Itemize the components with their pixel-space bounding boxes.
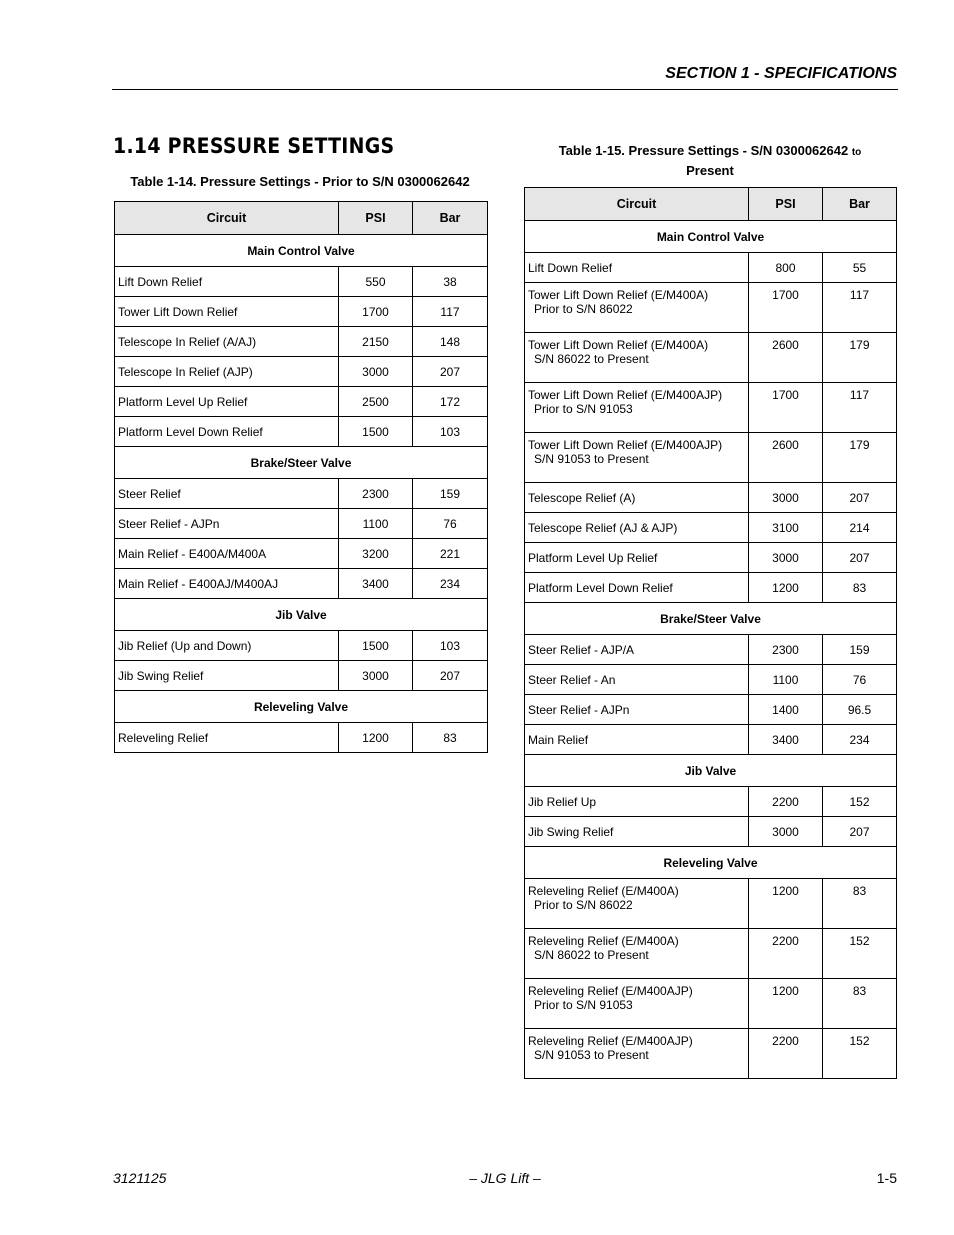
- bar-cell: 38: [413, 267, 488, 297]
- psi-cell: 3200: [339, 539, 413, 569]
- group-row: [115, 447, 488, 479]
- bar-cell: 207: [823, 817, 897, 847]
- psi-cell: 1500: [339, 417, 413, 447]
- circuit-name: Lift Down Relief: [528, 260, 613, 275]
- table-row: [525, 725, 897, 755]
- table-row: [525, 929, 897, 979]
- psi-cell: 1200: [749, 573, 823, 603]
- bar-cell: 83: [823, 879, 897, 929]
- circuit-serial-range: Prior to S/N 86022: [534, 302, 633, 316]
- circuit-name: Platform Level Up Relief: [118, 394, 248, 409]
- table-row: [115, 631, 488, 661]
- circuit-name: Tower Lift Down Relief (E/M400A): [528, 338, 709, 352]
- circuit-name: Platform Level Down Relief: [528, 580, 673, 595]
- circuit-name: Telescope Relief (AJ & AJP): [528, 520, 678, 535]
- circuit-serial-range: S/N 86022 to Present: [534, 352, 649, 366]
- table-1-14-caption: Table 1-14. Pressure Settings - Prior to S/N 0300062642: [130, 174, 470, 189]
- table-row: [115, 417, 488, 447]
- group-heading: Brake/Steer Valve: [525, 603, 897, 635]
- circuit-cell: [115, 569, 339, 599]
- table-row: [115, 539, 488, 569]
- circuit-cell: [525, 333, 749, 383]
- table-row: [525, 979, 897, 1029]
- circuit-serial-range: Prior to S/N 91053: [534, 402, 633, 416]
- table-row: [525, 573, 897, 603]
- circuit-name: Telescope In Relief (A/AJ): [118, 334, 257, 349]
- bar-cell: 76: [413, 509, 488, 539]
- group-heading: Main Control Valve: [115, 235, 488, 267]
- bar-cell: 117: [823, 383, 897, 433]
- psi-cell: 1200: [749, 879, 823, 929]
- circuit-name: Tower Lift Down Relief (E/M400AJP): [528, 388, 723, 402]
- psi-cell: 3400: [339, 569, 413, 599]
- bar-cell: 117: [413, 297, 488, 327]
- circuit-cell: [525, 573, 749, 603]
- footer-document-number: 3121125: [113, 1170, 167, 1186]
- table-row: [525, 283, 897, 333]
- table-row: [115, 569, 488, 599]
- circuit-cell: [115, 539, 339, 569]
- psi-cell: 2300: [749, 635, 823, 665]
- circuit-name: Platform Level Up Relief: [528, 550, 658, 565]
- table-row: [115, 327, 488, 357]
- psi-cell: 800: [749, 253, 823, 283]
- table-row: [525, 695, 897, 725]
- bar-cell: 179: [823, 433, 897, 483]
- table-1-15-caption: [524, 142, 896, 180]
- group-heading: Releveling Valve: [115, 691, 488, 723]
- circuit-cell: [525, 543, 749, 573]
- bar-cell: 96.5: [823, 695, 897, 725]
- circuit-cell: [115, 387, 339, 417]
- bar-cell: 152: [823, 1029, 897, 1079]
- table-row: [525, 1029, 897, 1079]
- circuit-cell: [525, 433, 749, 483]
- psi-cell: 1400: [749, 695, 823, 725]
- table-row: [525, 433, 897, 483]
- circuit-serial-range: S/N 91053 to Present: [534, 452, 649, 466]
- psi-cell: 2200: [749, 929, 823, 979]
- circuit-name: Lift Down Relief: [118, 274, 203, 289]
- table-row: [115, 387, 488, 417]
- bar-cell: 234: [823, 725, 897, 755]
- circuit-name: Tower Lift Down Relief: [118, 304, 238, 319]
- circuit-name: Releveling Relief (E/M400AJP): [528, 1034, 693, 1048]
- circuit-name: Steer Relief - AJPn: [528, 702, 630, 717]
- circuit-cell: [525, 1029, 749, 1079]
- caption-main: Table 1-15. Pressure Settings - S/N 0300062642: [558, 143, 849, 158]
- section-header: SECTION 1 - SPECIFICATIONS: [665, 65, 897, 82]
- psi-cell: 2200: [749, 787, 823, 817]
- circuit-cell: [525, 665, 749, 695]
- circuit-serial-range: S/N 86022 to Present: [534, 948, 649, 962]
- table-row: [115, 297, 488, 327]
- table-row: [115, 723, 488, 753]
- table-header-row: [115, 202, 488, 235]
- circuit-serial-range: Prior to S/N 86022: [534, 898, 633, 912]
- table-row: [525, 787, 897, 817]
- table-row: [525, 543, 897, 573]
- group-row: [525, 603, 897, 635]
- table-row: [525, 817, 897, 847]
- table-row: [525, 635, 897, 665]
- circuit-name: Steer Relief - An: [528, 672, 616, 687]
- psi-cell: 2150: [339, 327, 413, 357]
- circuit-name: Main Relief: [528, 732, 589, 747]
- bar-cell: 55: [823, 253, 897, 283]
- bar-cell: 214: [823, 513, 897, 543]
- circuit-cell: [115, 479, 339, 509]
- table-row: [115, 479, 488, 509]
- psi-cell: 1700: [749, 283, 823, 333]
- group-heading: Jib Valve: [115, 599, 488, 631]
- circuit-serial-range: Prior to S/N 91053: [534, 998, 633, 1012]
- table-row: [115, 357, 488, 387]
- psi-cell: 2600: [749, 433, 823, 483]
- circuit-name: Releveling Relief (E/M400A): [528, 884, 679, 898]
- table-row: [115, 661, 488, 691]
- bar-cell: 159: [413, 479, 488, 509]
- circuit-cell: [525, 979, 749, 1029]
- header-rule: [112, 89, 898, 90]
- circuit-name: Steer Relief - AJP/A: [528, 642, 635, 657]
- table-row: [525, 383, 897, 433]
- circuit-name: Tower Lift Down Relief (E/M400AJP): [528, 438, 723, 452]
- group-row: [115, 691, 488, 723]
- circuit-cell: [115, 327, 339, 357]
- circuit-cell: [525, 635, 749, 665]
- table-row: [525, 333, 897, 383]
- bar-cell: 207: [823, 543, 897, 573]
- table-1-15: [524, 187, 897, 1079]
- circuit-cell: [115, 297, 339, 327]
- bar-cell: 117: [823, 283, 897, 333]
- table-row: [525, 665, 897, 695]
- group-row: [525, 221, 897, 253]
- circuit-cell: [525, 695, 749, 725]
- group-heading: Main Control Valve: [525, 221, 897, 253]
- bar-cell: 207: [823, 483, 897, 513]
- circuit-serial-range: S/N 91053 to Present: [534, 1048, 649, 1062]
- psi-cell: 2500: [339, 387, 413, 417]
- group-heading: Releveling Valve: [525, 847, 897, 879]
- circuit-name: Telescope Relief (A): [528, 490, 636, 505]
- circuit-cell: [525, 483, 749, 513]
- psi-cell: 2600: [749, 333, 823, 383]
- psi-cell: 550: [339, 267, 413, 297]
- circuit-cell: [525, 879, 749, 929]
- circuit-name: Steer Relief - AJPn: [118, 516, 220, 531]
- column-header-psi: PSI: [339, 202, 413, 235]
- circuit-cell: [115, 267, 339, 297]
- circuit-name: Jib Swing Relief: [528, 824, 614, 839]
- bar-cell: 103: [413, 417, 488, 447]
- table-row: [525, 879, 897, 929]
- circuit-cell: [525, 725, 749, 755]
- bar-cell: 207: [413, 661, 488, 691]
- circuit-name: Steer Relief: [118, 486, 181, 501]
- circuit-cell: [525, 513, 749, 543]
- bar-cell: 172: [413, 387, 488, 417]
- circuit-name: Platform Level Down Relief: [118, 424, 263, 439]
- bar-cell: 152: [823, 787, 897, 817]
- psi-cell: 2200: [749, 1029, 823, 1079]
- psi-cell: 3000: [749, 483, 823, 513]
- bar-cell: 103: [413, 631, 488, 661]
- psi-cell: 3000: [339, 357, 413, 387]
- circuit-name: Main Relief - E400AJ/M400AJ: [118, 576, 279, 591]
- group-row: [115, 235, 488, 267]
- caption-to: to: [851, 147, 862, 158]
- group-heading: Jib Valve: [525, 755, 897, 787]
- group-row: [115, 599, 488, 631]
- circuit-name: Tower Lift Down Relief (E/M400A): [528, 288, 709, 302]
- group-row: [525, 847, 897, 879]
- circuit-cell: [525, 929, 749, 979]
- caption-end: Present: [686, 163, 734, 178]
- bar-cell: 207: [413, 357, 488, 387]
- psi-cell: 1700: [749, 383, 823, 433]
- psi-cell: 3100: [749, 513, 823, 543]
- circuit-cell: [115, 661, 339, 691]
- bar-cell: 76: [823, 665, 897, 695]
- bar-cell: 83: [413, 723, 488, 753]
- circuit-cell: [525, 283, 749, 333]
- table-row: [115, 267, 488, 297]
- bar-cell: 179: [823, 333, 897, 383]
- psi-cell: 1100: [749, 665, 823, 695]
- bar-cell: 221: [413, 539, 488, 569]
- circuit-cell: [525, 787, 749, 817]
- circuit-cell: [115, 357, 339, 387]
- circuit-name: Releveling Relief: [118, 730, 209, 745]
- section-title: 1.14 PRESSURE SETTINGS: [113, 134, 395, 158]
- psi-cell: 1500: [339, 631, 413, 661]
- column-header-circuit: Circuit: [115, 202, 339, 235]
- column-header-bar: Bar: [413, 202, 488, 235]
- bar-cell: 83: [823, 573, 897, 603]
- psi-cell: 3000: [749, 543, 823, 573]
- circuit-cell: [525, 817, 749, 847]
- circuit-name: Main Relief - E400A/M400A: [118, 546, 267, 561]
- circuit-name: Releveling Relief (E/M400AJP): [528, 984, 693, 998]
- table-header-row: [525, 188, 897, 221]
- circuit-cell: [115, 723, 339, 753]
- psi-cell: 3000: [339, 661, 413, 691]
- psi-cell: 1700: [339, 297, 413, 327]
- table-1-14: [114, 201, 488, 753]
- table-row: [525, 513, 897, 543]
- table-row: [525, 253, 897, 283]
- bar-cell: 83: [823, 979, 897, 1029]
- group-row: [525, 755, 897, 787]
- psi-cell: 1100: [339, 509, 413, 539]
- circuit-name: Telescope In Relief (AJP): [118, 364, 253, 379]
- psi-cell: 1200: [749, 979, 823, 1029]
- column-header-bar: Bar: [823, 188, 897, 221]
- footer-page-number: 1-5: [876, 1170, 897, 1186]
- bar-cell: 152: [823, 929, 897, 979]
- circuit-name: Jib Relief Up: [528, 794, 597, 809]
- psi-cell: 2300: [339, 479, 413, 509]
- group-heading: Brake/Steer Valve: [115, 447, 488, 479]
- psi-cell: 3400: [749, 725, 823, 755]
- table-row: [115, 509, 488, 539]
- bar-cell: 148: [413, 327, 488, 357]
- circuit-cell: [525, 383, 749, 433]
- column-header-circuit: Circuit: [525, 188, 749, 221]
- table-row: [525, 483, 897, 513]
- circuit-name: Releveling Relief (E/M400A): [528, 934, 679, 948]
- circuit-name: Jib Swing Relief: [118, 668, 204, 683]
- circuit-cell: [115, 509, 339, 539]
- footer-brand: – JLG Lift –: [469, 1170, 541, 1186]
- circuit-name: Jib Relief (Up and Down): [118, 638, 252, 653]
- psi-cell: 3000: [749, 817, 823, 847]
- circuit-cell: [115, 631, 339, 661]
- bar-cell: 159: [823, 635, 897, 665]
- psi-cell: 1200: [339, 723, 413, 753]
- column-header-psi: PSI: [749, 188, 823, 221]
- circuit-cell: [115, 417, 339, 447]
- bar-cell: 234: [413, 569, 488, 599]
- circuit-cell: [525, 253, 749, 283]
